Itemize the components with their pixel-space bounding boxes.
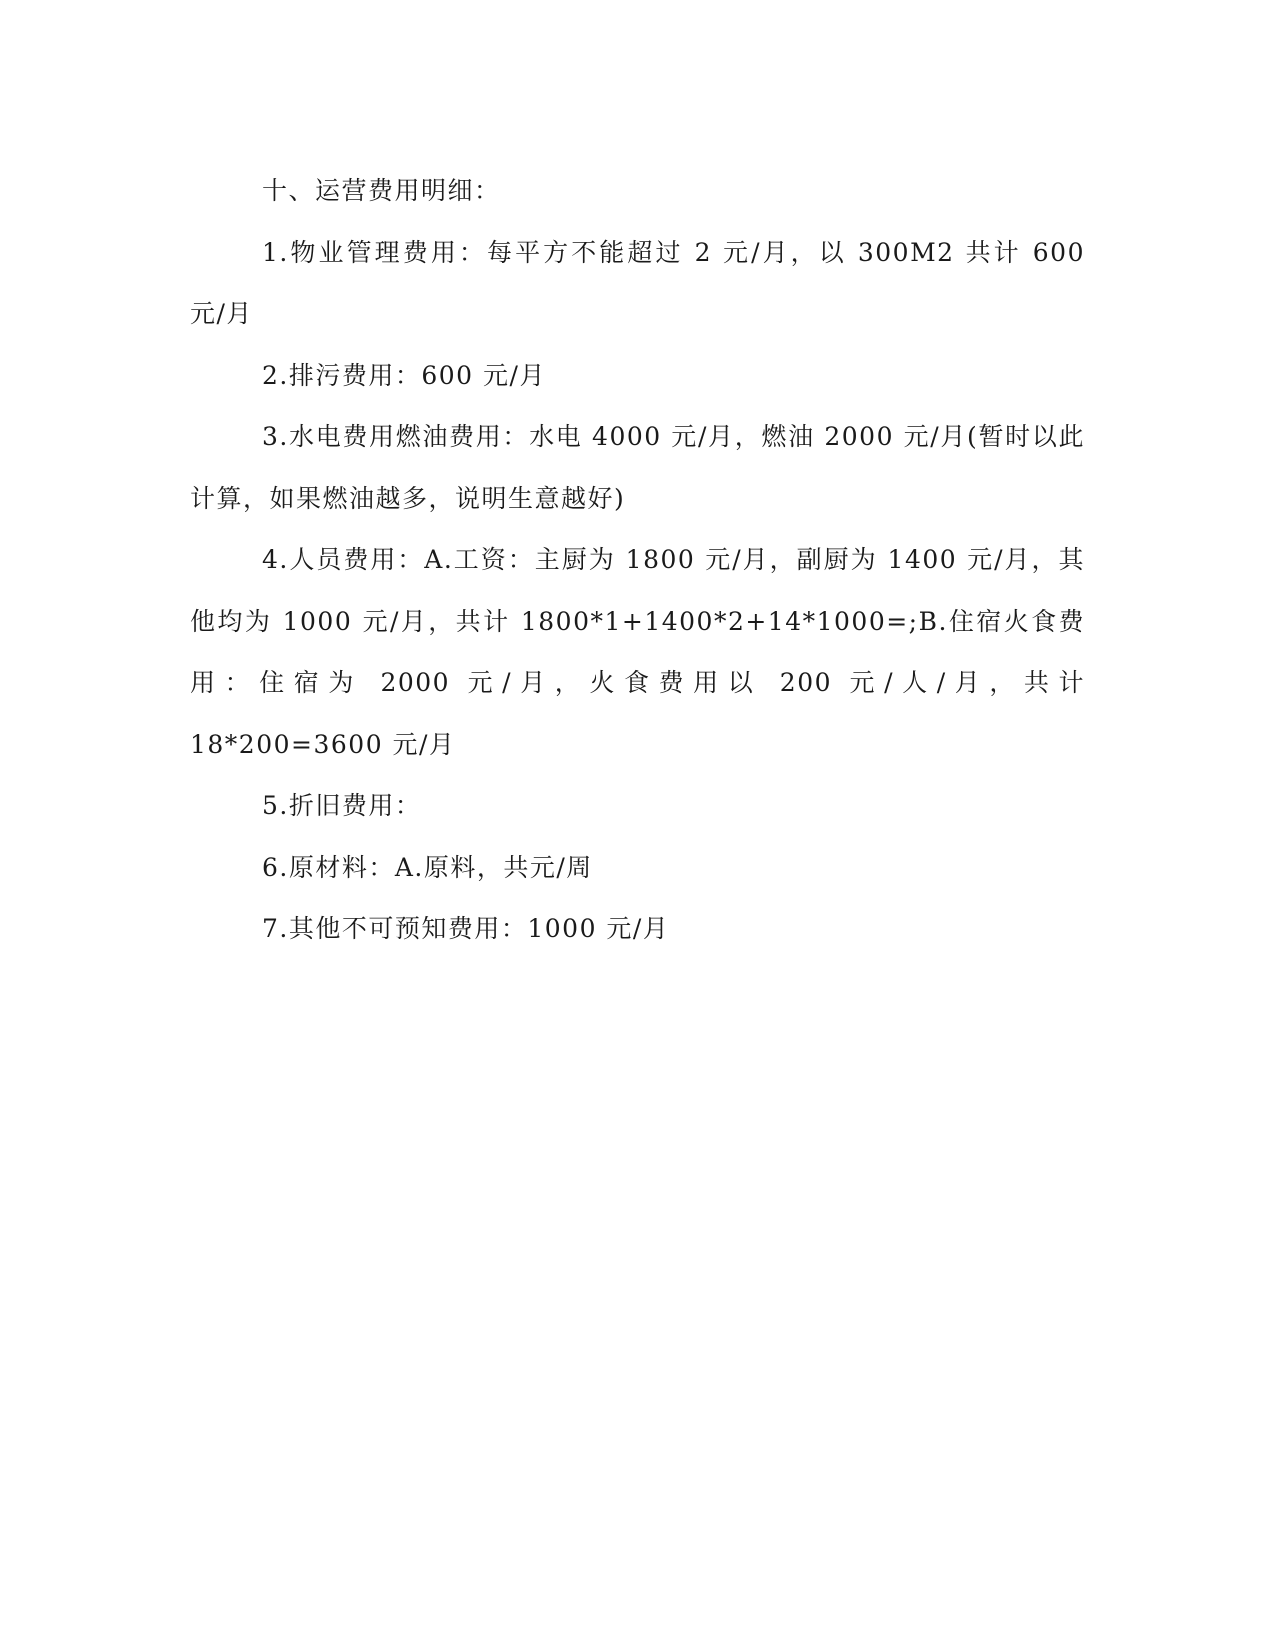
item-depreciation: 5.折旧费用： bbox=[262, 791, 422, 820]
item-property-management: 1.物业管理费用：每平方不能超过 2 元/月，以 300M2 共计 600 元/月 bbox=[190, 237, 1085, 328]
item-raw-materials: 6.原材料：A.原料，共元/周 bbox=[262, 852, 593, 882]
section-heading: 十、运营费用明细： bbox=[262, 176, 501, 205]
document-body bbox=[190, 160, 1085, 960]
item-utilities-fuel: 3.水电费用燃油费用：水电 4000 元/月，燃油 2000 元/月(暂时以此计算，如果燃油越多，说明生意越好) bbox=[190, 422, 1085, 513]
item-sewage: 2.排污费用：600 元/月 bbox=[262, 360, 546, 390]
item-other-costs: 7.其他不可预知费用：1000 元/月 bbox=[262, 914, 670, 943]
item-personnel: 4.人员费用：A.工资：主厨为 1800 元/月，副厨为 1400 元/月，其他均为 1000 元/月，共计 1800*1+1400*2+14*1000=;B.住宿火食费用：住宿为 2000 元/月，火食费用以 200 元/人/月，共计 18*200=3600 元/月 bbox=[190, 545, 1085, 759]
